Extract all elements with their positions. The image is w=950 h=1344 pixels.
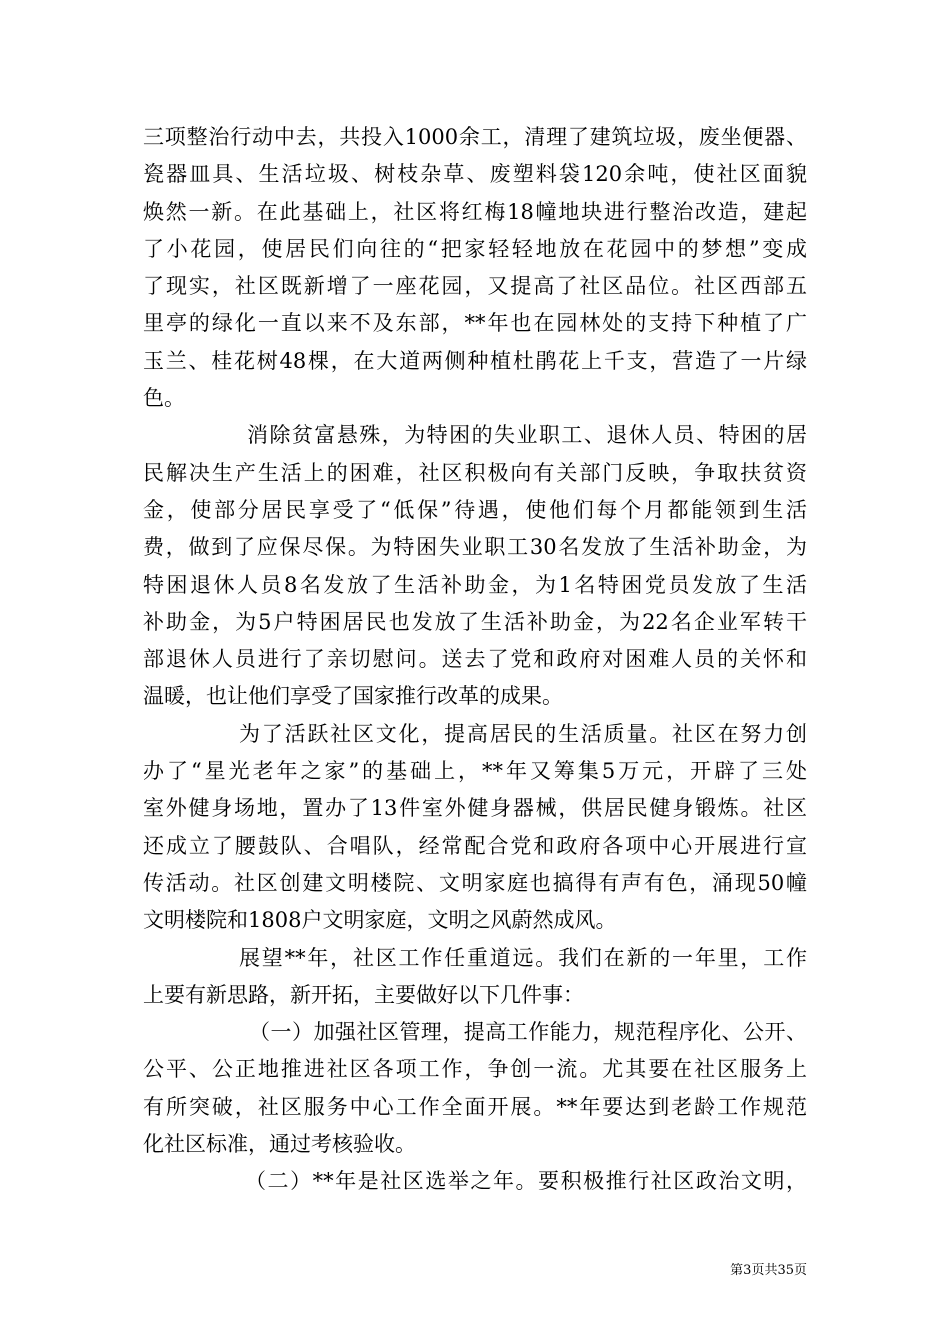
text-line: 有所突破，社区服务中心工作全面开展。**年要达到老龄工作规范	[143, 1094, 807, 1119]
text-line: 玉兰、桂花树48棵，在大道两侧种植杜鹃花上千支，营造了一片绿	[143, 348, 807, 373]
text-line: 特困退休人员8名发放了生活补助金，为1名特困党员发放了生活	[143, 572, 807, 597]
text-line: 了现实，社区既新增了一座花园，又提高了社区品位。社区西部五	[143, 274, 807, 299]
text-line: 消除贫富悬殊，为特困的失业职工、退休人员、特困的居	[247, 423, 807, 448]
text-line: 温暖，也让他们享受了国家推行改革的成果。	[143, 684, 563, 709]
text-line: 了小花园，使居民们向往的“把家轻轻地放在花园中的梦想”变成	[143, 236, 807, 261]
body-text	[143, 119, 807, 1201]
text-line: 三项整治行动中去，共投入1000余工，清理了建筑垃圾，废坐便器、	[143, 125, 807, 149]
text-line: 瓷器皿具、生活垃圾、树枝杂草、废塑料袋120余吨，使社区面貌	[143, 162, 807, 187]
text-line: 为了活跃社区文化，提高居民的生活质量。社区在努力创	[239, 721, 807, 746]
text-line: 室外健身场地，置办了13件室外健身器械，供居民健身锻炼。社区	[143, 796, 807, 821]
text-line: 费，做到了应保尽保。为特困失业职工30名发放了生活补助金，为	[143, 535, 807, 560]
text-line: 公平、公正地推进社区各项工作，争创一流。尤其要在社区服务上	[143, 1057, 807, 1082]
text-line: 文明楼院和1808户文明家庭，文明之风蔚然成风。	[143, 908, 617, 933]
page-number: 第3页共35页	[730, 1263, 807, 1278]
text-line: 金，使部分居民享受了“低保”待遇，使他们每个月都能领到生活	[143, 497, 807, 522]
text-line: 化社区标准，通过考核验收。	[143, 1132, 416, 1157]
text-line: 色。	[143, 386, 185, 411]
text-line: 办了“星光老年之家”的基础上，**年又筹集5万元，开辟了三处	[143, 759, 807, 784]
text-line: 里亭的绿化一直以来不及东部，**年也在园林处的支持下种植了广	[143, 311, 807, 336]
text-line: 焕然一新。在此基础上，社区将红梅18幢地块进行整治改造，建起	[143, 199, 807, 224]
text-line: 展望**年，社区工作任重道远。我们在新的一年里，工作	[239, 945, 807, 970]
text-line: 补助金，为5户特困居民也发放了生活补助金，为22名企业军转干	[143, 609, 807, 634]
text-line: 还成立了腰鼓队、合唱队，经常配合党和政府各项中心开展进行宣	[143, 833, 807, 858]
text-line: （二）**年是社区选举之年。要积极推行社区政治文明，	[245, 1169, 807, 1194]
text-line: 传活动。社区创建文明楼院、文明家庭也搞得有声有色，涌现50幢	[143, 870, 807, 895]
text-line: 民解决生产生活上的困难，社区积极向有关部门反映，争取扶贫资	[143, 460, 807, 485]
text-line: 上要有新思路，新开拓，主要做好以下几件事：	[143, 982, 584, 1007]
text-line: 部退休人员进行了亲切慰问。送去了党和政府对困难人员的关怀和	[143, 647, 807, 672]
text-line: （一）加强社区管理，提高工作能力，规范程序化、公开、	[249, 1020, 807, 1045]
